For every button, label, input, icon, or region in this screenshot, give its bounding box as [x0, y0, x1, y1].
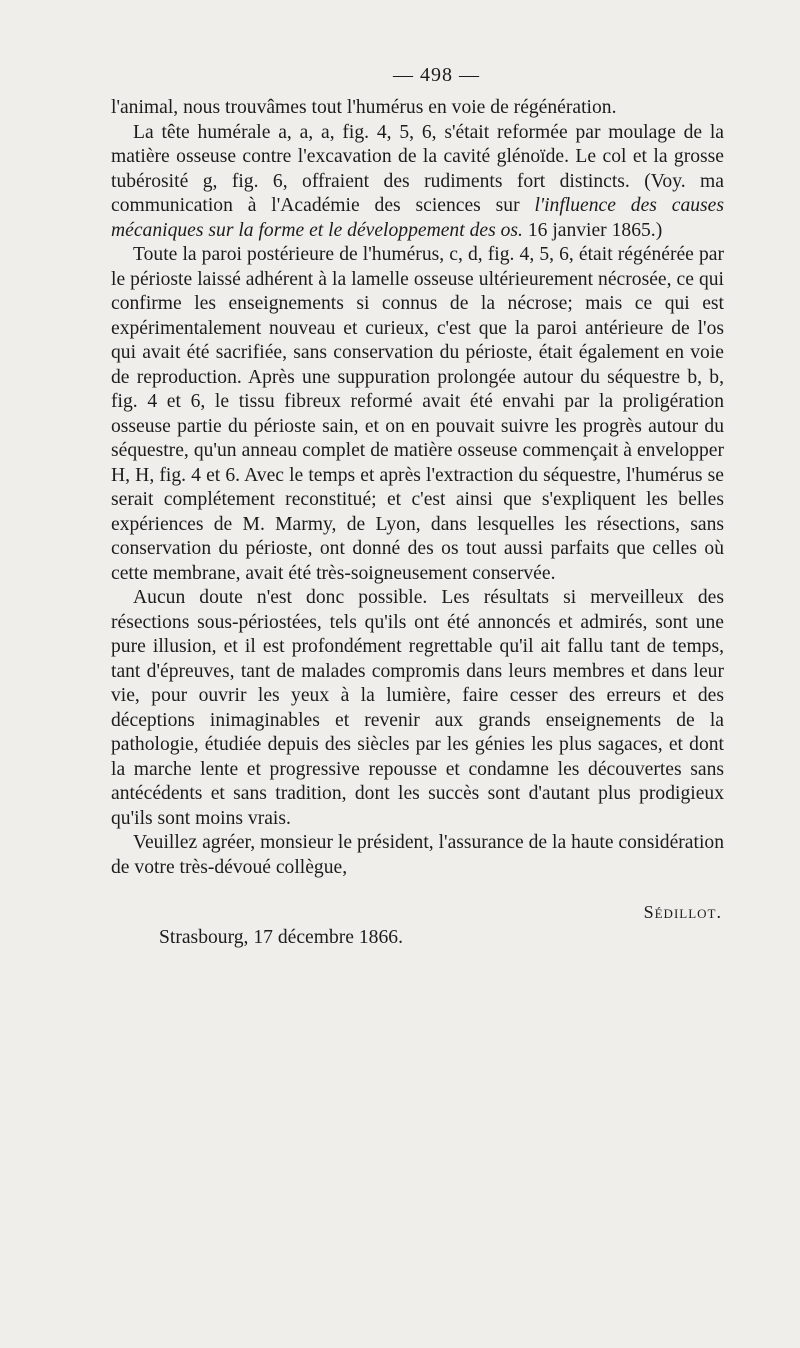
paper-title-italic: l'influence des causes mécaniques sur la forme et le développement des os.: [111, 195, 724, 241]
page-number: — 498 —: [393, 64, 480, 86]
paragraph-humeral-head-text: La tête humérale a, a, a, fig. 4, 5, 6, s'était reformée par moulage de la matière osseuse contre l'excavation de la cavité glénoïde. Le col et la grosse tubérosité g, fig. 6, offraient des rudiments fort distincts. (Voy. ma communication à l'Académie des sciences sur: [111, 121, 724, 216]
place-date: Strasbourg, 17 décembre 1866.: [159, 927, 403, 948]
paragraph-posterior-wall: Toute la paroi postérieure de l'humérus, c, d, fig. 4, 5, 6, était régénérée par le périoste laissé adhérent à la lamelle osseuse ultérieurement nécrosée, ce qui confirme les enseignements si connus de la nécrose; mais ce qui est expérimentalement nouveau et curieux, c'est que la paroi antérieure de l'os qui avait été sacrifiée, sans conservation du périoste, était également en voie de reproduction. Après une suppuration prolongée autour du séquestre b, b, fig. 4 et 6, le tissu fibreux reformé avait été envahi par la proligération osseuse partie du périoste sain, et on en pouvait suivre les progrès autour du séquestre, qu'un anneau complet de matière osseuse commençait à envelopper H, H, fig. 4 et 6. Avec le temps et après l'extraction du séquestre, l'humérus se serait complétement reconstitué; et c'est ainsi que s'expliquent les belles expériences de M. Marmy, de Lyon, dans lesquelles les résections, sans conservation du périoste, ont donné des os tout aussi parfaits que celles où cette membrane, avait été très-soigneusement conservée.: [111, 244, 724, 584]
paragraph-humeral-head-date: 16 janvier 1865.): [522, 219, 663, 241]
signature: Sédillot.: [643, 902, 722, 922]
paragraph-closing: Veuillez agréer, monsieur le président, l'assurance de la haute considération de votre très-dévoué collègue,: [111, 832, 724, 878]
paragraph-humeral-head: [111, 121, 724, 244]
body-text: [111, 96, 724, 880]
paragraph-continuation: l'animal, nous trouvâmes tout l'humérus en voie de régénération.: [111, 97, 617, 118]
paragraph-conclusion: Aucun doute n'est donc possible. Les résultats si merveilleux des résections sous-périostées, tels qu'ils ont été annoncés et admirés, sont une pure illusion, et il est profondément regrettable qu'il ait fallu tant de temps, tant d'épreuves, tant de malades compromis dans leurs membres et dans leur vie, pour ouvrir les yeux à la lumière, faire cesser des erreurs et des déceptions inimaginables et revenir aux grands enseignements de la pathologie, étudiée depuis des siècles par les génies les plus sagaces, et dont la marche lente et progressive repousse et condamne les découvertes sans antécédents et sans tradition, dont les succès sont d'autant plus prodigieux qu'ils sont moins vrais.: [111, 587, 724, 829]
